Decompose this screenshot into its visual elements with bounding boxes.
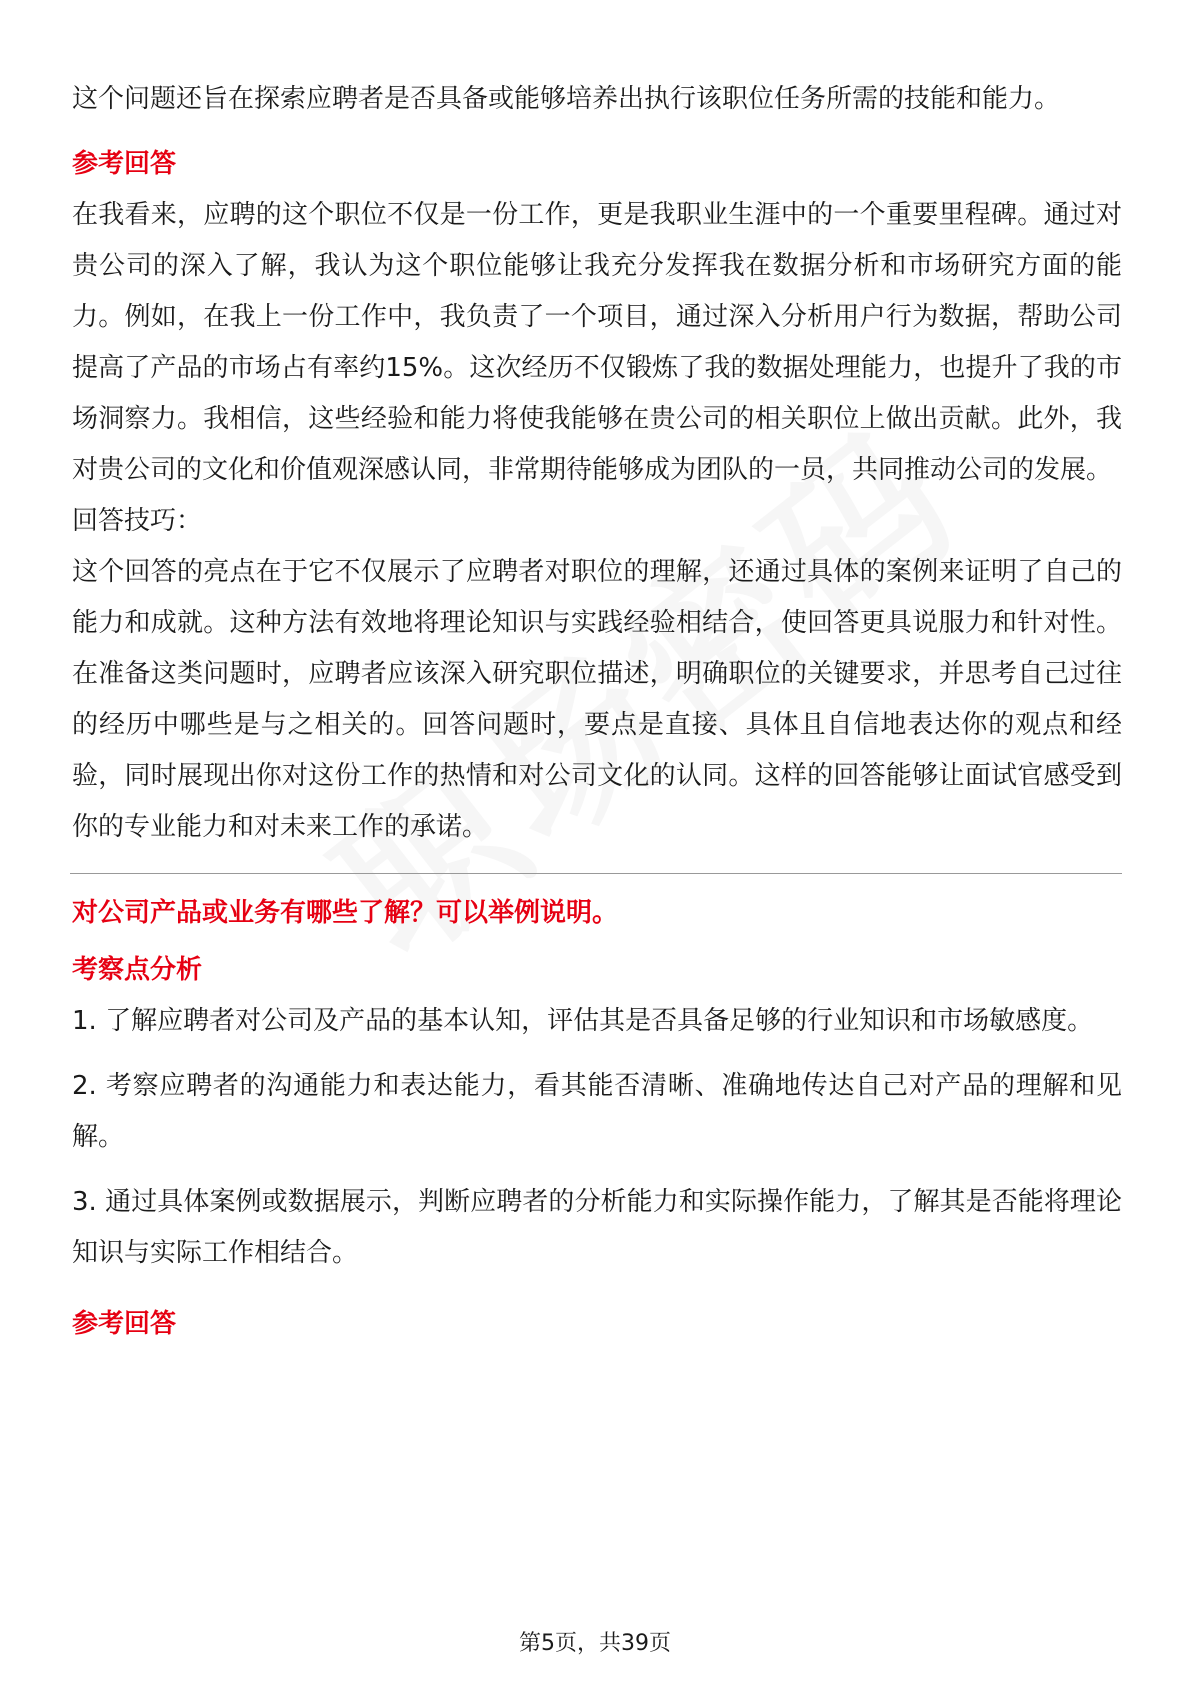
answer-heading-2: 参考回答 [72, 1309, 177, 1339]
section-divider [70, 873, 1122, 874]
analysis-list [72, 996, 1122, 1279]
question-heading: 对公司产品或业务有哪些了解？可以举例说明。 [72, 898, 619, 928]
answer-heading-1: 参考回答 [72, 149, 177, 179]
analysis-heading: 考察点分析 [72, 955, 203, 985]
list-item: 2. 考察应聘者的沟通能力和表达能力，看其能否清晰、准确地传达自己对产品的理解和见解。 [72, 1071, 1122, 1152]
tips-label: 回答技巧： [72, 506, 203, 536]
page-content [72, 74, 1122, 1350]
tips-paragraph: 这个回答的亮点在于它不仅展示了应聘者对职位的理解，还通过具体的案例来证明了自己的能力和成就。这种方法有效地将理论知识与实践经验相结合，使回答更具说服力和针对性。在准备这类问题时，应聘者应该深入研究职位描述，明确职位的关键要求，并思考自己过往的经历中哪些是与之相关的。回答问题时，要点是直接、具体且自信地表达你的观点和经验，同时展现出你对这份工作的热情和对公司文化的认同。这样的回答能够让面试官感受到你的专业能力和对未来工作的承诺。 [72, 557, 1122, 842]
answer-paragraph-1: 在我看来，应聘的这个职位不仅是一份工作，更是我职业生涯中的一个重要里程碑。通过对贵公司的深入了解，我认为这个职位能够让我充分发挥我在数据分析和市场研究方面的能力。例如，在我上一份工作中，我负责了一个项目，通过深入分析用户行为数据，帮助公司提高了产品的市场占有率约15%。这次经历不仅锻炼了我的数据处理能力，也提升了我的市场洞察力。我相信，这些经验和能力将使我能够在贵公司的相关职位上做出贡献。此外，我对贵公司的文化和价值观深感认同，非常期待能够成为团队的一员，共同推动公司的发展。 [72, 200, 1122, 485]
list-item: 1. 了解应聘者对公司及产品的基本认知，评估其是否具备足够的行业知识和市场敏感度。 [72, 1006, 1094, 1036]
intro-paragraph: 这个问题还旨在探索应聘者是否具备或能够培养出执行该职位任务所需的技能和能力。 [72, 84, 1061, 114]
page-footer: 第5页，共39页 [519, 1631, 671, 1656]
list-item: 3. 通过具体案例或数据展示，判断应聘者的分析能力和实际操作能力，了解其是否能将理论知识与实际工作相结合。 [72, 1187, 1122, 1268]
